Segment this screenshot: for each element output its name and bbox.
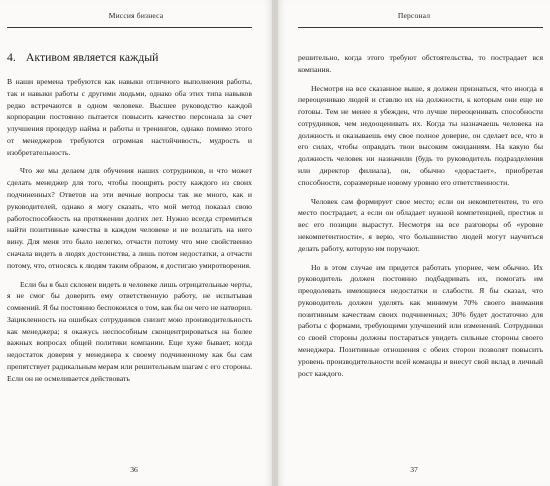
header-rule-left bbox=[7, 27, 252, 28]
paragraph: Если бы я был склонен видеть в человеке лишь отрицательные черты, я не смог бы доверить ему ответственную работу, не испытывая сомнений. Я бы постоянно беспокоился о том, как бы он чего не натворил. Зацикленность на ошибках сотрудников снизит мою производительность как менеджера; я окажусь неспособным сконцентрироваться на более важных вопросах общей политики компании. Еще хуже бывает, когда недостаток доверия у менеджера к своему подчиненному как бы сам препятствует радикальным мерам или решительным шагам с его стороны. Если он не осмеливается действовать bbox=[7, 279, 252, 383]
paragraph: В наши времена требуются как навыки отличного выполнения работы, так и навыки работы с другими людьми, однако оба этих типа навыков редко встречаются в одном человеке. Высшее руководство каждой корпорации постоянно пытается повысить качество персонала за счет улучшения процедур найма и работы и тренингов, однако помимо этого от менеджеров требуются огромная настойчивость, мудрость и изобретательность. bbox=[7, 77, 252, 157]
paragraph: Несмотря на все сказанное выше, я должен признаться, что иногда я переоцениваю людей и ставлю их на должности, к которым они еще не готовы. Тем не менее я убежден, что лучше переоценивать способности сотрудников, чем недооценивать их. Когда ты назначаешь человека на должность и оказываешь ему свое полное доверие, он сделает все, что в его силах, чтобы оправдать твои высоким ожиданиям. На какую бы должность человек ни назначили (будь то руководитель подразделения или директор филиала), он, обычно «дорастает», приобретая способности, соразмерные новому уровню его ответственности. bbox=[298, 83, 543, 187]
paragraph: решительно, когда этого требуют обстоятельства, то пострадает вся компания. bbox=[298, 53, 543, 74]
right-page-body bbox=[298, 52, 543, 379]
header-rule-right bbox=[298, 27, 543, 28]
running-head-right: Персонал bbox=[397, 11, 431, 20]
left-page-body bbox=[7, 36, 252, 385]
page-number-right: 37 bbox=[410, 465, 418, 474]
chapter-title: Активом является каждый bbox=[25, 50, 159, 64]
paragraph: Но в этом случае им придется работать упорнее, чем обычно. Их руководитель должен постоянно подбадривать их, помогать им преодолевать имеющиеся недостатки и слабости. Я бы сказал, что руководитель должен уделять как минимум 70% своего внимания позитивным качествам своих подчиненных; 30% будет достаточно для работы с формами, требующими улучшений или изменений. Сотрудники со своей стороны должны постараться увидеть сильные стороны своего менеджера. Позитивные отношения с обеих сторон позволят повысить уровень производительности всей команды и внесут свой вклад в личный рост каждого. bbox=[298, 262, 543, 378]
paragraph: Что же мы делаем для обучения наших сотрудников, и что может сделать менеджер для того, чтобы поощрять росту каждого из своих подчиненных? Ответов на эти вечные вопросы так же много, как и руководителей, однако я могу сказать, что мой метод показал свою работоспособность на протяжении долгих лет. Нужно всегда стремиться найти позитивные качества в каждом человеке и не возлагать на него вину. Для меня это было нелегко, отчасти потому что мне свойственно сначала видеть в людях достоинства, а лишь потом недостатки, а отчасти потому, что, относясь к людям таким образом, я достигаю умиротворения. bbox=[7, 166, 252, 270]
left-page bbox=[0, 0, 272, 486]
right-page bbox=[278, 0, 550, 486]
chapter-number: 4. bbox=[7, 50, 16, 64]
page-number-left: 36 bbox=[130, 465, 138, 474]
running-head-left: Миссия бизнеса bbox=[108, 11, 164, 20]
paragraph: Человек сам формирует свое место; если он некомпетентен, то его место пострадает, а если он обладает нужной компетенцией, престиж и вес его позиции вырастут. Несмотря на все разговоры об «уровне некомпетентности», я верю, что большинство людей могут научиться делать работу, которую им поручают. bbox=[298, 196, 543, 253]
chapter-heading bbox=[7, 50, 252, 64]
